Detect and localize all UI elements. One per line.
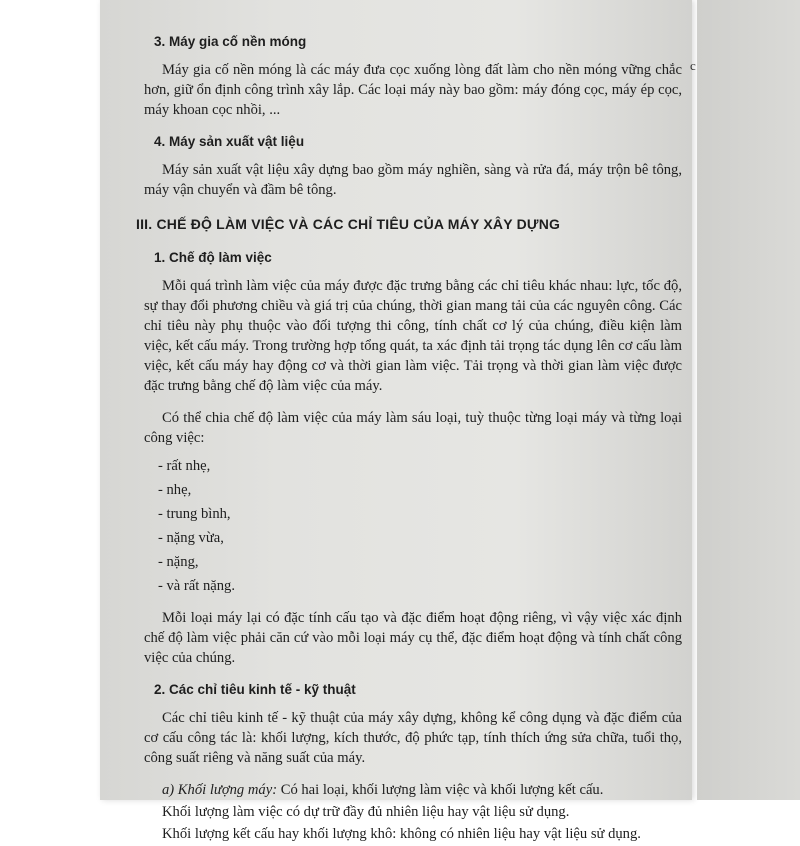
- facing-page-text: c: [690, 58, 696, 73]
- section-4-body: Máy sản xuất vật liệu xây dựng bao gồm máy nghiền, sàng và rửa đá, máy trộn bê tông, máy vận chuyển và đầm bê tông.: [144, 162, 682, 198]
- list-item: - rất nhẹ,: [158, 458, 211, 474]
- work-mode-list: [144, 456, 682, 596]
- list-item: - nặng,: [158, 554, 199, 570]
- chapter-heading: III. CHẾ ĐỘ LÀM VIỆC VÀ CÁC CHỈ TIÊU CỦA MÁY XÂY DỰNG: [136, 216, 561, 232]
- section-4-heading: 4. Máy sản xuất vật liệu: [154, 134, 305, 149]
- subsection-1-paragraph-1: Mỗi quá trình làm việc của máy được đặc trưng bằng các chỉ tiêu khác nhau: lực, tốc độ, sự thay đổi phương chiều và giá trị của chúng, thời gian mang tải của các nguyên công. Các chỉ tiêu này phụ thuộc vào đối tượng thi công, tính chất cơ lý của chúng, điều kiện làm việc, kết cấu máy. Trong trường hợp tổng quát, ta xác định tải trọng tác dụng lên cơ cấu làm việc, kết cấu máy hay động cơ và thời gian làm việc. Tải trọng và thời gian làm việc được đặc trưng bằng chế độ làm việc của máy.: [144, 278, 682, 394]
- structural-mass-line: Khối lượng kết cấu hay khối lượng khô: không có nhiên liệu hay vật liệu sử dụng.: [162, 826, 641, 842]
- list-item: - trung bình,: [158, 506, 231, 522]
- list-item: - và rất nặng.: [158, 578, 235, 594]
- subsection-2-heading: 2. Các chỉ tiêu kinh tế - kỹ thuật: [154, 682, 356, 697]
- facing-page: [697, 0, 800, 800]
- section-3-body: Máy gia cố nền móng là các máy đưa cọc xuống lòng đất làm cho nền móng vững chắc hơn, giữ ổn định công trình xây lắp. Các loại máy này bao gồm: máy đóng cọc, máy ép cọc, máy khoan cọc nhồi, ...: [144, 62, 682, 118]
- list-item: - nặng vừa,: [158, 530, 224, 546]
- mass-text: Có hai loại, khối lượng làm việc và khối lượng kết cấu.: [277, 782, 604, 798]
- mass-definition-line: [144, 780, 682, 800]
- section-3-heading: 3. Máy gia cố nền móng: [154, 34, 307, 49]
- list-item: - nhẹ,: [158, 482, 192, 498]
- subsection-1-paragraph-3: Mỗi loại máy lại có đặc tính cấu tạo và đặc điểm hoạt động riêng, vì vậy việc xác định chế độ làm việc phải căn cứ vào mỗi loại máy cụ thể, đặc điểm hoạt động và tính chất công việc của chúng.: [144, 610, 682, 666]
- subsection-1-heading: 1. Chế độ làm việc: [154, 250, 272, 265]
- working-mass-line: Khối lượng làm việc có dự trữ đầy đủ nhiên liệu hay vật liệu sử dụng.: [162, 804, 570, 820]
- subsection-2-paragraph-1: Các chỉ tiêu kinh tế - kỹ thuật của máy xây dựng, không kể công dụng và đặc điểm của cơ cấu công tác là: khối lượng, kích thước, độ phức tạp, tính thích ứng sửa chữa, tuổi thọ, công suất riêng và năng suất của máy.: [144, 710, 682, 766]
- page-content: [136, 32, 682, 846]
- subsection-1-paragraph-2: Có thể chia chế độ làm việc của máy làm sáu loại, tuỳ thuộc từng loại máy và từng loại công việc:: [144, 410, 682, 446]
- mass-label: a) Khối lượng máy:: [162, 782, 278, 798]
